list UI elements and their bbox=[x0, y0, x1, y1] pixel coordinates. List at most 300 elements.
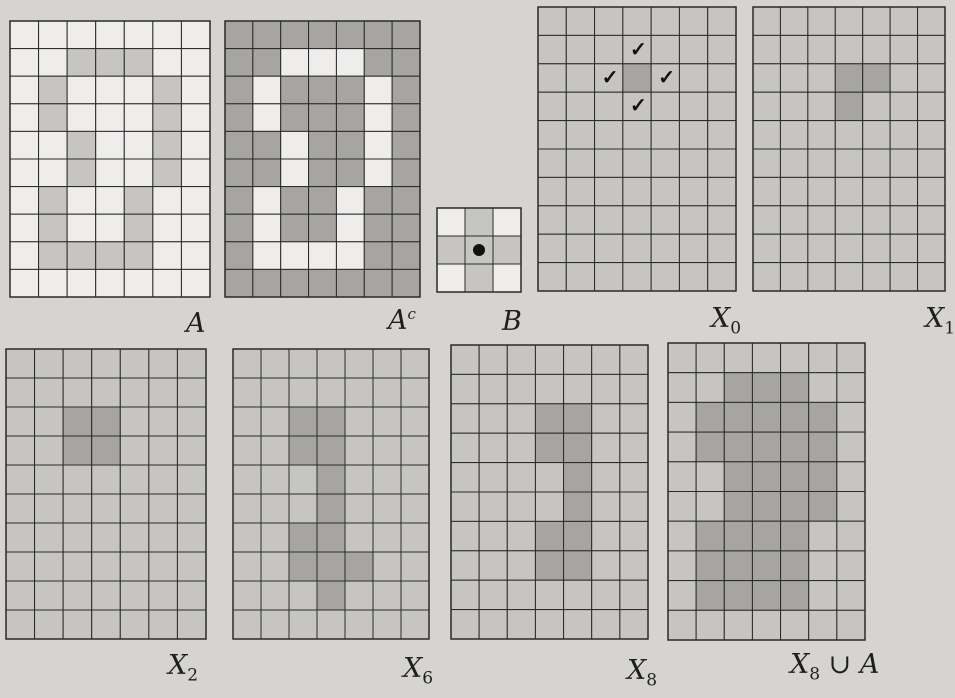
grid-cell bbox=[809, 432, 837, 462]
panel-ac bbox=[225, 21, 420, 297]
grid-cell bbox=[6, 349, 35, 378]
grid-cell bbox=[67, 159, 96, 187]
grid-cell bbox=[538, 149, 566, 177]
grid-cell bbox=[507, 374, 535, 403]
grid-cell bbox=[752, 462, 780, 492]
grid-cell bbox=[479, 374, 507, 403]
grid-cell bbox=[317, 407, 345, 436]
grid-cell bbox=[289, 581, 317, 610]
grid-cell bbox=[336, 76, 364, 104]
grid-cell bbox=[595, 92, 623, 120]
grid-cell bbox=[92, 378, 121, 407]
grid-cell bbox=[63, 436, 92, 465]
grid-cell bbox=[780, 177, 807, 205]
grid-cell bbox=[863, 7, 890, 35]
grid-cell bbox=[289, 436, 317, 465]
grid-cell bbox=[809, 492, 837, 522]
grid-cell bbox=[918, 206, 945, 234]
grid-cell bbox=[668, 462, 696, 492]
label-text: X bbox=[790, 649, 810, 680]
grid-cell bbox=[809, 610, 837, 640]
grid-cell bbox=[835, 177, 862, 205]
grid-cell bbox=[918, 234, 945, 262]
grid-cell bbox=[225, 49, 253, 77]
grid-cell bbox=[835, 206, 862, 234]
grid-cell bbox=[309, 269, 337, 297]
grid-cell bbox=[781, 581, 809, 611]
grid-cell bbox=[863, 64, 890, 92]
grid-cell bbox=[781, 521, 809, 551]
grid-cell bbox=[863, 35, 890, 63]
panel-x6 bbox=[233, 349, 429, 639]
grid-cell bbox=[890, 35, 917, 63]
grid-cell bbox=[708, 92, 736, 120]
grid-cell bbox=[835, 64, 862, 92]
grid-cell bbox=[63, 610, 92, 639]
grid-cell bbox=[918, 177, 945, 205]
grid-cell bbox=[120, 523, 149, 552]
grid-cell bbox=[39, 49, 68, 77]
grid-cell bbox=[63, 552, 92, 581]
grid-cell bbox=[177, 610, 206, 639]
grid-cell bbox=[392, 76, 420, 104]
grid-cell bbox=[620, 433, 648, 462]
grid-cell bbox=[708, 7, 736, 35]
panel-x2 bbox=[6, 349, 206, 639]
grid-cell bbox=[373, 436, 401, 465]
grid-cell bbox=[708, 35, 736, 63]
grid-cell bbox=[92, 349, 121, 378]
grid-cell bbox=[781, 492, 809, 522]
grid-cell bbox=[67, 214, 96, 242]
grid-cell bbox=[289, 523, 317, 552]
grid-cell bbox=[124, 131, 153, 159]
grid-cell bbox=[724, 343, 752, 373]
grid-cell bbox=[451, 580, 479, 609]
grid-cell bbox=[253, 49, 281, 77]
grid-cell bbox=[564, 492, 592, 521]
grid-cell bbox=[392, 242, 420, 270]
grid-cell bbox=[696, 610, 724, 640]
grid-cell bbox=[336, 21, 364, 49]
grid-cell bbox=[890, 64, 917, 92]
grid-cell bbox=[566, 149, 594, 177]
label-text: X bbox=[168, 650, 188, 681]
panel-label-x2 bbox=[168, 650, 198, 685]
grid-cell bbox=[92, 552, 121, 581]
grid-cell bbox=[493, 264, 521, 292]
label-text: A bbox=[186, 308, 206, 339]
grid-cell bbox=[289, 378, 317, 407]
grid-cell bbox=[317, 494, 345, 523]
grid-cell bbox=[63, 407, 92, 436]
grid-cell bbox=[181, 49, 210, 77]
grid-cell bbox=[149, 581, 178, 610]
grid-cell bbox=[120, 436, 149, 465]
grid-cell bbox=[373, 581, 401, 610]
grid-cell bbox=[668, 581, 696, 611]
grid-cell bbox=[465, 208, 493, 236]
grid-cell bbox=[696, 462, 724, 492]
grid-cell bbox=[153, 242, 182, 270]
grid-cell bbox=[696, 402, 724, 432]
grid-cell bbox=[392, 269, 420, 297]
grid-cell bbox=[225, 242, 253, 270]
grid-cell bbox=[595, 7, 623, 35]
grid-cell bbox=[679, 35, 707, 63]
label-subscript: 8 bbox=[809, 664, 821, 685]
grid-cell bbox=[592, 345, 620, 374]
grid-cell bbox=[808, 177, 835, 205]
grid-cell bbox=[225, 159, 253, 187]
grid-cell bbox=[281, 104, 309, 132]
grid-cell bbox=[67, 49, 96, 77]
grid-cell bbox=[651, 177, 679, 205]
grid-cell bbox=[595, 206, 623, 234]
grid-cell bbox=[345, 494, 373, 523]
grid-cell bbox=[595, 234, 623, 262]
grid-cell bbox=[651, 92, 679, 120]
grid-cell bbox=[592, 521, 620, 550]
grid-cell bbox=[364, 76, 392, 104]
grid-cell bbox=[233, 581, 261, 610]
grid-cell bbox=[309, 49, 337, 77]
grid-cell bbox=[124, 187, 153, 215]
grid-cell bbox=[780, 149, 807, 177]
grid-cell bbox=[595, 177, 623, 205]
grid-cell bbox=[364, 214, 392, 242]
grid-cell bbox=[345, 581, 373, 610]
grid-cell bbox=[890, 234, 917, 262]
grid-cell bbox=[837, 492, 865, 522]
grid-cell bbox=[724, 492, 752, 522]
grid-cell bbox=[437, 236, 465, 264]
grid-cell bbox=[181, 242, 210, 270]
grid-cell bbox=[479, 551, 507, 580]
grid-cell bbox=[10, 159, 39, 187]
grid-cell bbox=[281, 159, 309, 187]
grid-cell bbox=[233, 407, 261, 436]
grid-cell bbox=[809, 551, 837, 581]
grid-cell bbox=[507, 610, 535, 639]
grid-cell bbox=[181, 159, 210, 187]
grid-cell bbox=[149, 610, 178, 639]
panel-a bbox=[10, 21, 210, 297]
grid-cell bbox=[451, 345, 479, 374]
grid-cell bbox=[181, 131, 210, 159]
grid-cell bbox=[535, 610, 563, 639]
grid-cell bbox=[623, 7, 651, 35]
grid-cell bbox=[181, 21, 210, 49]
grid-cell bbox=[261, 407, 289, 436]
grid-cell bbox=[668, 492, 696, 522]
grid-cell bbox=[592, 463, 620, 492]
grid-cell bbox=[281, 187, 309, 215]
grid-cell bbox=[39, 269, 68, 297]
grid-cell bbox=[289, 552, 317, 581]
grid-cell bbox=[153, 187, 182, 215]
grid-cell bbox=[753, 64, 780, 92]
grid-cell bbox=[10, 214, 39, 242]
label-superscript: c bbox=[407, 305, 416, 323]
grid-cell bbox=[451, 433, 479, 462]
grid-cell bbox=[39, 187, 68, 215]
grid-cell bbox=[835, 149, 862, 177]
grid-cell bbox=[535, 492, 563, 521]
grid-cell bbox=[724, 373, 752, 403]
grid-cell bbox=[39, 214, 68, 242]
grid-cell bbox=[149, 349, 178, 378]
grid-cell bbox=[507, 463, 535, 492]
grid-cell bbox=[233, 523, 261, 552]
grid-cell bbox=[177, 494, 206, 523]
label-text: X bbox=[925, 303, 945, 334]
grid-cell bbox=[317, 610, 345, 639]
grid-cell bbox=[120, 378, 149, 407]
grid-cell bbox=[679, 234, 707, 262]
grid-cell bbox=[153, 21, 182, 49]
grid-cell bbox=[566, 206, 594, 234]
grid-cell bbox=[809, 462, 837, 492]
grid-cell bbox=[225, 21, 253, 49]
grid-cell bbox=[35, 494, 64, 523]
grid-cell bbox=[863, 177, 890, 205]
grid-cell bbox=[808, 263, 835, 291]
grid-cell bbox=[708, 234, 736, 262]
grid-cell bbox=[233, 465, 261, 494]
grid-cell bbox=[781, 343, 809, 373]
grid-cell bbox=[124, 159, 153, 187]
origin-dot-icon bbox=[473, 244, 485, 256]
grid-cell bbox=[837, 610, 865, 640]
grid-cell bbox=[225, 269, 253, 297]
grid-cell bbox=[233, 552, 261, 581]
label-text: X bbox=[711, 303, 731, 334]
grid-cell bbox=[890, 149, 917, 177]
grid-cell bbox=[566, 263, 594, 291]
grid-cell bbox=[451, 521, 479, 550]
grid-cell bbox=[837, 402, 865, 432]
grid-cell bbox=[752, 581, 780, 611]
grid-cell bbox=[679, 206, 707, 234]
grid-cell bbox=[373, 494, 401, 523]
grid-cell bbox=[39, 76, 68, 104]
grid-cell bbox=[149, 523, 178, 552]
grid-cell bbox=[6, 494, 35, 523]
grid-cell bbox=[67, 242, 96, 270]
grid-cell bbox=[479, 463, 507, 492]
grid-cell bbox=[708, 177, 736, 205]
grid-cell bbox=[564, 580, 592, 609]
grid-cell bbox=[63, 465, 92, 494]
grid-cell bbox=[177, 523, 206, 552]
grid-cell bbox=[890, 206, 917, 234]
grid-cell bbox=[592, 404, 620, 433]
grid-cell bbox=[149, 378, 178, 407]
grid-cell bbox=[724, 581, 752, 611]
grid-cell bbox=[837, 581, 865, 611]
grid-cell bbox=[289, 349, 317, 378]
panel-x8 bbox=[451, 345, 648, 639]
grid-cell bbox=[535, 463, 563, 492]
grid-cell bbox=[753, 35, 780, 63]
grid-cell bbox=[620, 610, 648, 639]
grid-cell bbox=[225, 104, 253, 132]
grid-cell bbox=[507, 492, 535, 521]
grid-cell bbox=[309, 21, 337, 49]
label-text: A bbox=[388, 305, 408, 336]
grid-cell bbox=[392, 214, 420, 242]
grid-cell bbox=[392, 131, 420, 159]
grid-cell bbox=[538, 234, 566, 262]
grid-cell bbox=[124, 242, 153, 270]
panel-label-x0 bbox=[711, 303, 741, 338]
grid-cell bbox=[253, 187, 281, 215]
grid-cell bbox=[837, 432, 865, 462]
grid-cell bbox=[153, 269, 182, 297]
grid-cell bbox=[679, 7, 707, 35]
grid-cell bbox=[177, 378, 206, 407]
grid-cell bbox=[538, 92, 566, 120]
grid-cell bbox=[336, 187, 364, 215]
grid-cell bbox=[364, 21, 392, 49]
grid-cell bbox=[309, 159, 337, 187]
grid-cell bbox=[92, 581, 121, 610]
grid-cell bbox=[835, 35, 862, 63]
grid-cell bbox=[781, 551, 809, 581]
grid-cell bbox=[623, 263, 651, 291]
grid-cell bbox=[6, 610, 35, 639]
grid-cell bbox=[233, 436, 261, 465]
panel-label-x8 bbox=[627, 655, 657, 690]
grid-cell bbox=[35, 378, 64, 407]
check-mark-icon: ✓ bbox=[658, 65, 676, 89]
grid-cell bbox=[753, 121, 780, 149]
grid-cell bbox=[177, 407, 206, 436]
grid-cell bbox=[451, 463, 479, 492]
grid-cell bbox=[696, 432, 724, 462]
grid-cell bbox=[808, 7, 835, 35]
grid-cell bbox=[63, 494, 92, 523]
grid-cell bbox=[401, 581, 429, 610]
grid-cell bbox=[781, 373, 809, 403]
grid-cell bbox=[708, 206, 736, 234]
grid-cell bbox=[835, 7, 862, 35]
label-text: B bbox=[502, 306, 522, 337]
grid-cell bbox=[451, 374, 479, 403]
grid-cell bbox=[92, 436, 121, 465]
grid-cell bbox=[281, 21, 309, 49]
grid-cell bbox=[780, 7, 807, 35]
grid-cell bbox=[96, 49, 125, 77]
grid-cell bbox=[535, 521, 563, 550]
grid-cell bbox=[651, 149, 679, 177]
grid-cell bbox=[809, 402, 837, 432]
grid-cell bbox=[479, 610, 507, 639]
label-subscript: 8 bbox=[646, 670, 658, 691]
grid-cell bbox=[479, 580, 507, 609]
grid-cell bbox=[345, 465, 373, 494]
grid-cell bbox=[281, 242, 309, 270]
grid-cell bbox=[479, 345, 507, 374]
grid-cell bbox=[507, 433, 535, 462]
grid-cell bbox=[781, 432, 809, 462]
grid-cell bbox=[6, 436, 35, 465]
grid-cell bbox=[317, 378, 345, 407]
grid-cell bbox=[837, 373, 865, 403]
grid-cell bbox=[120, 581, 149, 610]
grid-cell bbox=[535, 551, 563, 580]
grid-cell bbox=[39, 104, 68, 132]
grid-cell bbox=[753, 234, 780, 262]
grid-cell bbox=[592, 610, 620, 639]
grid-cell bbox=[679, 92, 707, 120]
grid-cell bbox=[753, 206, 780, 234]
grid-cell bbox=[781, 462, 809, 492]
grid-cell bbox=[780, 92, 807, 120]
grid-cell bbox=[281, 76, 309, 104]
grid-cell bbox=[373, 407, 401, 436]
grid-cell bbox=[781, 402, 809, 432]
grid-cell bbox=[364, 159, 392, 187]
grid-cell bbox=[679, 263, 707, 291]
grid-cell bbox=[96, 104, 125, 132]
grid-cell bbox=[181, 214, 210, 242]
grid-cell bbox=[317, 552, 345, 581]
grid-cell bbox=[345, 552, 373, 581]
grid-cell bbox=[6, 523, 35, 552]
grid-cell bbox=[592, 551, 620, 580]
label-subscript: 1 bbox=[944, 318, 955, 339]
grid-cell bbox=[620, 492, 648, 521]
grid-cell bbox=[724, 432, 752, 462]
grid-cell bbox=[261, 378, 289, 407]
grid-cell bbox=[345, 349, 373, 378]
grid-cell bbox=[679, 64, 707, 92]
grid-cell bbox=[364, 49, 392, 77]
grid-cell bbox=[225, 187, 253, 215]
grid-cell bbox=[96, 269, 125, 297]
check-mark-icon: ✓ bbox=[630, 36, 647, 61]
grid-cell bbox=[668, 402, 696, 432]
grid-cell bbox=[592, 492, 620, 521]
grid-cell bbox=[124, 269, 153, 297]
grid-cell bbox=[595, 263, 623, 291]
grid-cell bbox=[679, 177, 707, 205]
grid-cell bbox=[149, 465, 178, 494]
grid-cell bbox=[538, 7, 566, 35]
grid-cell bbox=[10, 242, 39, 270]
grid-cell bbox=[566, 121, 594, 149]
grid-cell bbox=[149, 436, 178, 465]
grid-cell bbox=[724, 402, 752, 432]
grid-cell bbox=[10, 21, 39, 49]
grid-cell bbox=[317, 523, 345, 552]
grid-cell bbox=[336, 159, 364, 187]
grid-cell bbox=[623, 234, 651, 262]
grid-cell bbox=[281, 131, 309, 159]
grid-cell bbox=[6, 378, 35, 407]
grid-cell bbox=[233, 494, 261, 523]
grid-cell bbox=[668, 373, 696, 403]
grid-cell bbox=[281, 269, 309, 297]
grid-cell bbox=[253, 269, 281, 297]
grid-cell bbox=[67, 131, 96, 159]
grid-cell bbox=[345, 378, 373, 407]
grid-cell bbox=[10, 187, 39, 215]
grid-cell bbox=[623, 149, 651, 177]
grid-cell bbox=[177, 436, 206, 465]
